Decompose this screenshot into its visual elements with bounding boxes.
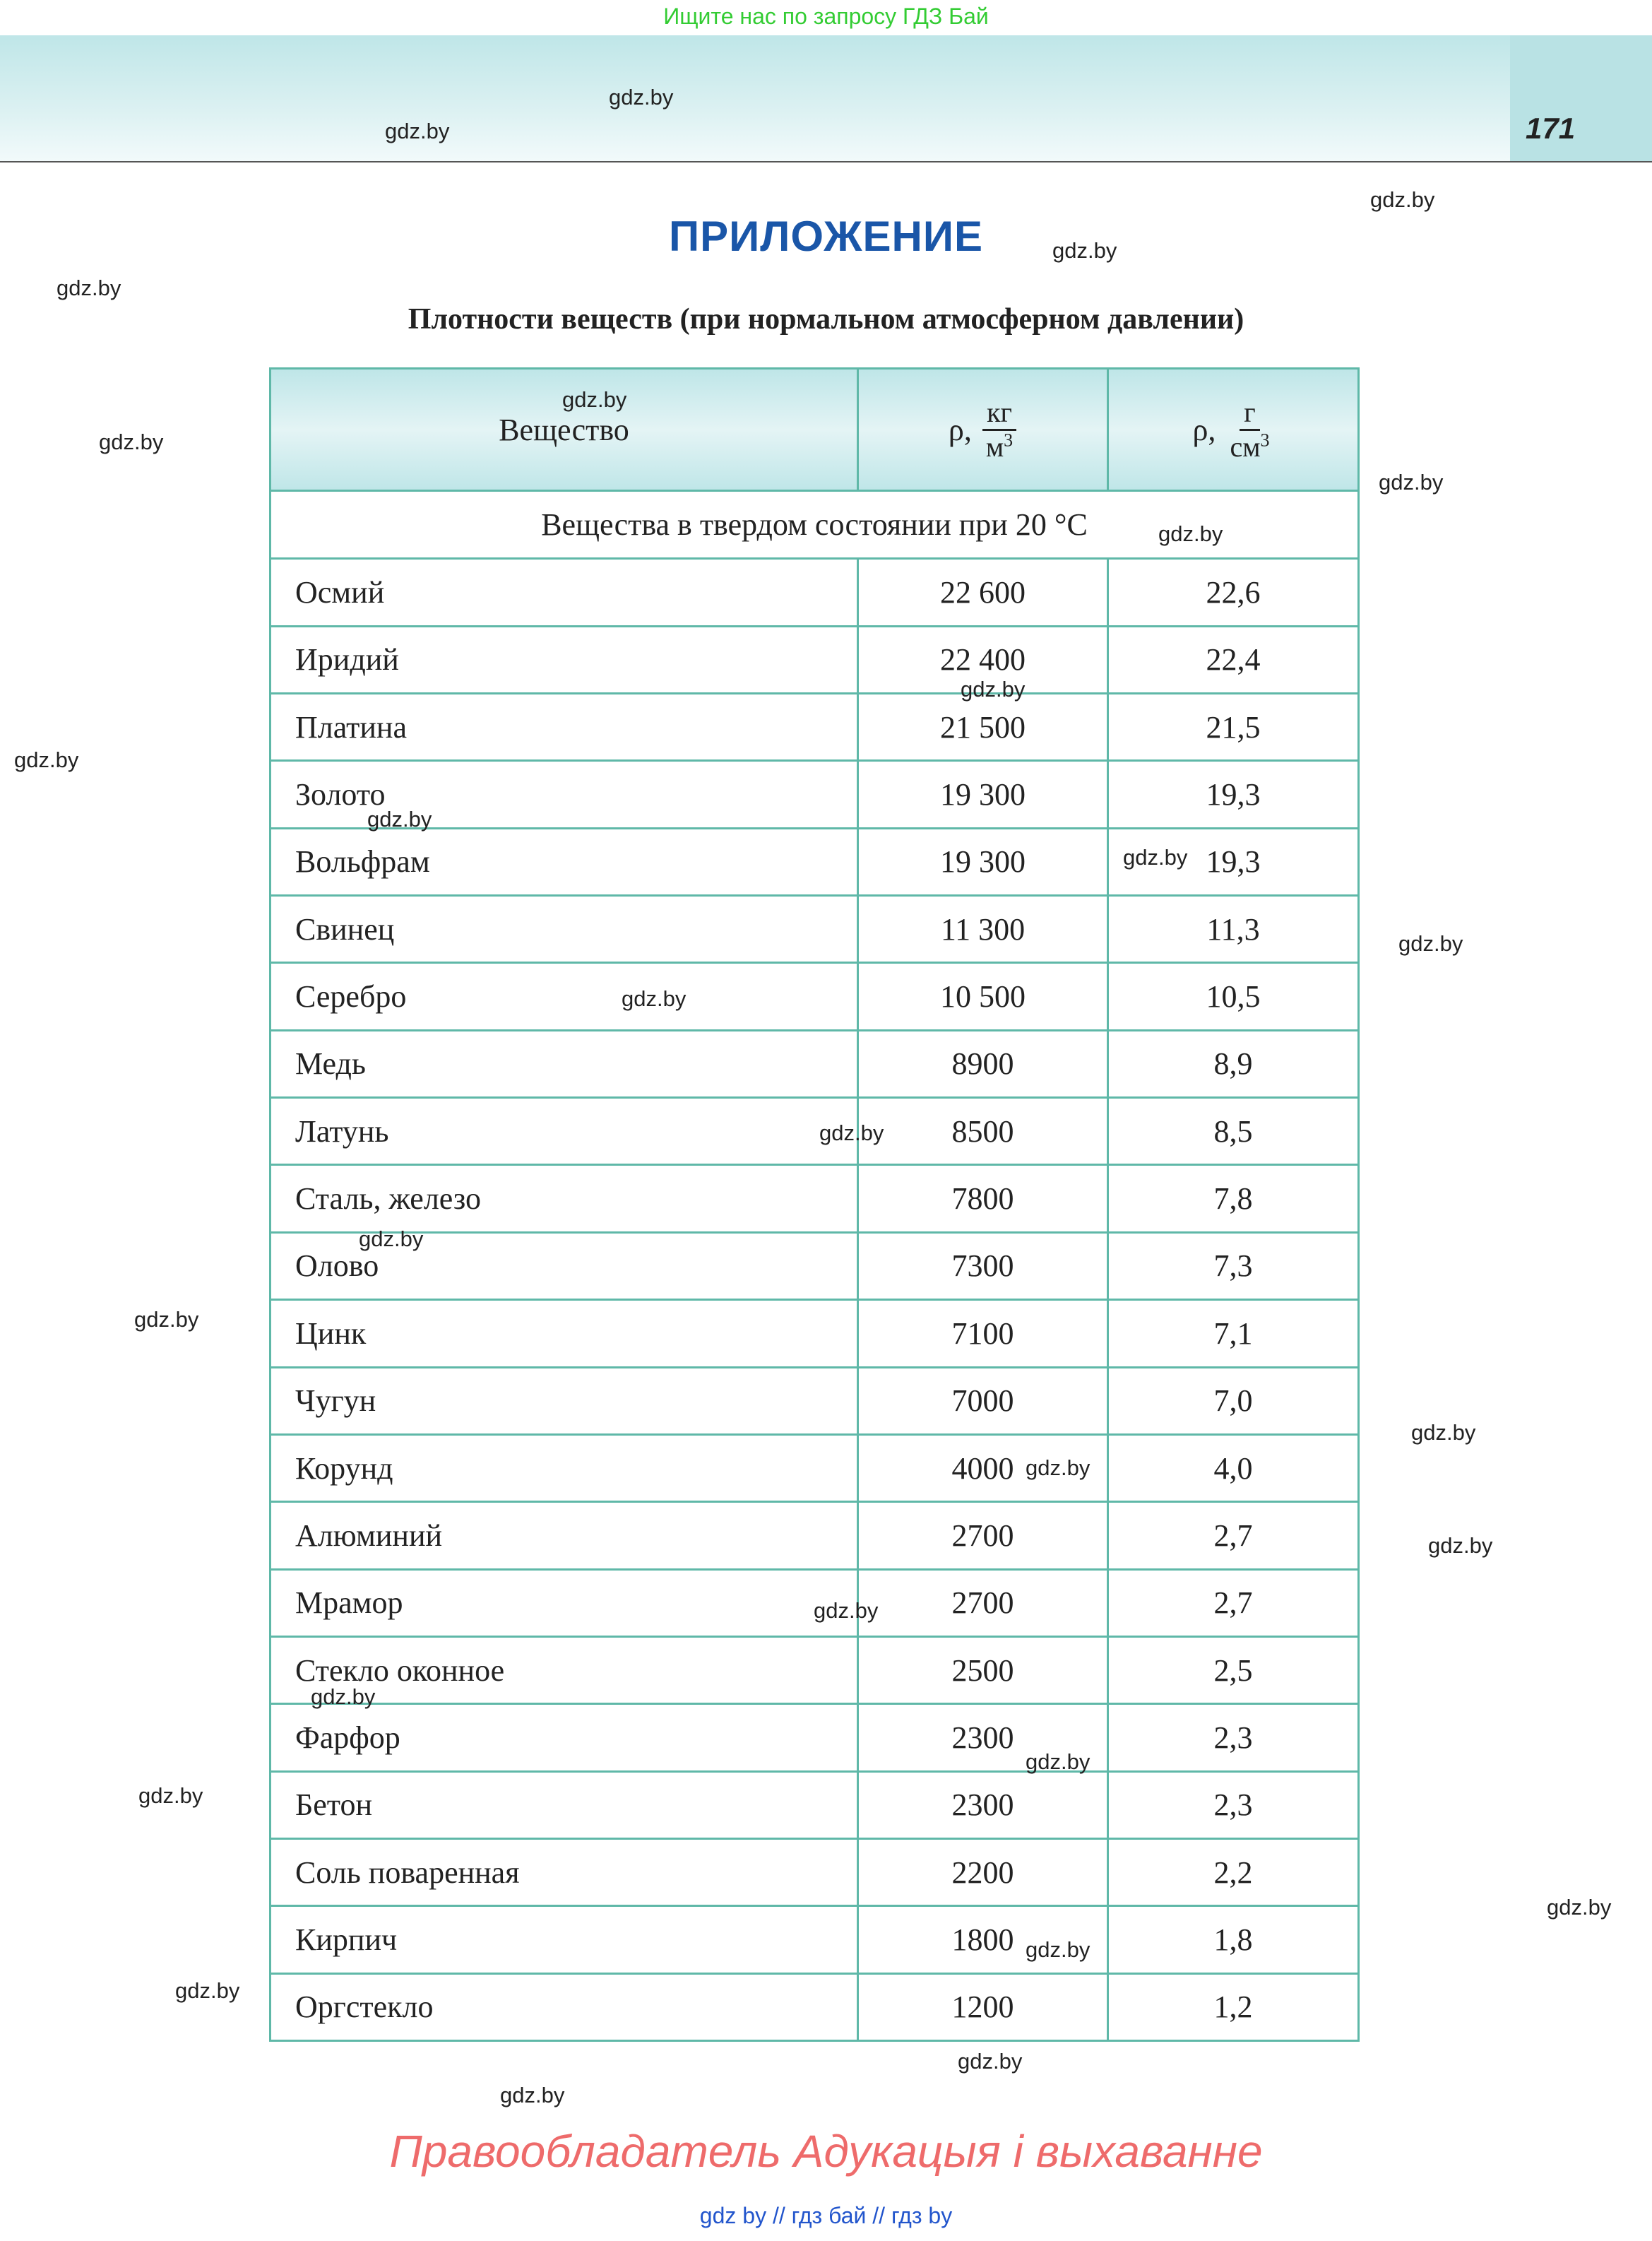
watermark: gdz.by <box>622 986 687 1011</box>
header-band <box>0 35 1510 162</box>
density-kg-m3: 7800 <box>858 1165 1108 1232</box>
density-g-cm3: 8,9 <box>1108 1030 1359 1097</box>
density-kg-m3: 19 300 <box>858 761 1108 828</box>
density-g-cm3: 7,3 <box>1108 1232 1359 1299</box>
top-search-banner[interactable]: Ищите нас по запросу ГДЗ Бай <box>663 4 989 29</box>
bottom-links <box>0 2203 1652 2229</box>
substance-name: Медь <box>271 1030 858 1097</box>
density-kg-m3: 1200 <box>858 1973 1108 2040</box>
watermark: gdz.by <box>1123 845 1188 870</box>
rho-symbol: ρ, <box>1192 412 1216 447</box>
density-kg-m3: 4000 <box>858 1434 1108 1501</box>
density-kg-m3: 7300 <box>858 1232 1108 1299</box>
density-kg-m3: 2700 <box>858 1569 1108 1636</box>
unit-denominator: $м^3$ <box>985 430 1014 463</box>
substance-name: Серебро <box>271 963 858 1030</box>
table-row <box>271 559 1359 626</box>
table-header-row <box>271 369 1359 491</box>
unit-fraction-g-cm3 <box>1225 396 1273 463</box>
substance-name: Золото <box>271 761 858 828</box>
header-substance: Вещество <box>271 369 858 491</box>
density-kg-m3: 2500 <box>858 1636 1108 1703</box>
density-kg-m3: 10 500 <box>858 963 1108 1030</box>
watermark: gdz.by <box>138 1783 203 1808</box>
watermark: gdz.by <box>1052 238 1117 263</box>
table-row <box>271 828 1359 895</box>
unit-numerator: г <box>1240 396 1259 431</box>
density-kg-m3: 7000 <box>858 1367 1108 1434</box>
substance-name: Фарфор <box>271 1704 858 1771</box>
header-density-g-cm3 <box>1108 369 1359 491</box>
density-kg-m3: 8900 <box>858 1030 1108 1097</box>
substance-name: Корунд <box>271 1434 858 1501</box>
density-kg-m3: 19 300 <box>858 828 1108 895</box>
density-g-cm3: 22,4 <box>1108 626 1359 693</box>
watermark: gdz.by <box>134 1307 199 1332</box>
density-kg-m3: 2700 <box>858 1502 1108 1569</box>
density-g-cm3: 2,3 <box>1108 1771 1359 1838</box>
watermark: gdz.by <box>311 1684 376 1709</box>
density-kg-m3: 22 600 <box>858 559 1108 626</box>
density-kg-m3: 2300 <box>858 1704 1108 1771</box>
density-g-cm3: 7,1 <box>1108 1300 1359 1367</box>
bottom-link[interactable]: гдз by <box>891 2203 953 2228</box>
table-row <box>271 1771 1359 1838</box>
watermark: gdz.by <box>814 1598 879 1623</box>
density-kg-m3: 2200 <box>858 1838 1108 1905</box>
substance-name: Платина <box>271 694 858 761</box>
density-kg-m3: 21 500 <box>858 694 1108 761</box>
bottom-link[interactable]: gdz by <box>699 2203 767 2228</box>
watermark: gdz.by <box>1398 931 1463 956</box>
density-g-cm3: 2,7 <box>1108 1569 1359 1636</box>
watermark: gdz.by <box>99 430 164 454</box>
table-row <box>271 1906 1359 1973</box>
substance-name: Оргстекло <box>271 1973 858 2040</box>
watermark: gdz.by <box>175 1978 240 2003</box>
link-separator: // <box>772 2203 785 2228</box>
unit-denominator: $см^3$ <box>1230 430 1270 463</box>
density-kg-m3: 1800 <box>858 1906 1108 1973</box>
density-g-cm3: 2,2 <box>1108 1838 1359 1905</box>
density-g-cm3: 19,3 <box>1108 761 1359 828</box>
substance-name: Свинец <box>271 896 858 963</box>
table-row <box>271 1434 1359 1501</box>
substance-name: Мрамор <box>271 1569 858 1636</box>
substance-name: Алюминий <box>271 1502 858 1569</box>
density-kg-m3: 7100 <box>858 1300 1108 1367</box>
rho-symbol: ρ, <box>948 412 972 447</box>
density-g-cm3: 22,6 <box>1108 559 1359 626</box>
density-g-cm3: 11,3 <box>1108 896 1359 963</box>
page-number: 171 <box>1526 112 1576 145</box>
copyright-notice: Правообладатель Адукацыя і выхаванне <box>389 2126 1263 2177</box>
watermark: gdz.by <box>1370 187 1435 212</box>
unit-fraction-kg-m3 <box>982 396 1017 463</box>
density-table <box>269 367 1360 2042</box>
density-kg-m3: 11 300 <box>858 896 1108 963</box>
substance-name: Соль поваренная <box>271 1838 858 1905</box>
density-g-cm3: 10,5 <box>1108 963 1359 1030</box>
substance-name: Стекло оконное <box>271 1636 858 1703</box>
density-g-cm3: 1,2 <box>1108 1973 1359 2040</box>
table-row <box>271 1973 1359 2040</box>
density-g-cm3: 19,3 <box>1108 828 1359 895</box>
density-g-cm3: 21,5 <box>1108 694 1359 761</box>
section-title: ПРИЛОЖЕНИЕ <box>669 213 983 260</box>
density-g-cm3: 7,8 <box>1108 1165 1359 1232</box>
watermark: gdz.by <box>1026 1455 1091 1480</box>
group-title: Вещества в твердом состоянии при 20 °С <box>271 491 1359 559</box>
watermark: gdz.by <box>1547 1895 1612 1920</box>
table-row <box>271 1704 1359 1771</box>
table-row <box>271 1838 1359 1905</box>
substance-name: Иридий <box>271 626 858 693</box>
watermark: gdz.by <box>1026 1749 1091 1774</box>
table-row <box>271 1098 1359 1165</box>
header-density-kg-m3 <box>858 369 1108 491</box>
watermark: gdz.by <box>609 85 674 110</box>
density-g-cm3: 2,5 <box>1108 1636 1359 1703</box>
density-g-cm3: 2,7 <box>1108 1502 1359 1569</box>
watermark: gdz.by <box>1158 521 1223 546</box>
substance-name: Цинк <box>271 1300 858 1367</box>
link-separator: // <box>872 2203 886 2228</box>
substance-name: Олово <box>271 1232 858 1299</box>
table-subtitle: Плотности веществ (при нормальном атмосферном давлении) <box>408 303 1244 336</box>
table-row <box>271 963 1359 1030</box>
density-kg-m3: 2300 <box>858 1771 1108 1838</box>
table-row <box>271 1367 1359 1434</box>
density-kg-m3: 8500 <box>858 1098 1108 1165</box>
watermark: gdz.by <box>500 2083 565 2107</box>
substance-name: Сталь, железо <box>271 1165 858 1232</box>
unit-numerator: кг <box>982 396 1016 431</box>
bottom-link[interactable]: гдз бай <box>791 2203 867 2228</box>
substance-name: Вольфрам <box>271 828 858 895</box>
density-g-cm3: 7,0 <box>1108 1367 1359 1434</box>
substance-name: Кирпич <box>271 1906 858 1973</box>
substance-name: Латунь <box>271 1098 858 1165</box>
watermark: gdz.by <box>385 119 450 143</box>
substance-name: Бетон <box>271 1771 858 1838</box>
watermark: gdz.by <box>1379 470 1444 495</box>
density-g-cm3: 4,0 <box>1108 1434 1359 1501</box>
table-row <box>271 896 1359 963</box>
table-row <box>271 1300 1359 1367</box>
watermark: gdz.by <box>57 276 121 300</box>
table-row <box>271 1030 1359 1097</box>
density-g-cm3: 1,8 <box>1108 1906 1359 1973</box>
table-row <box>271 1232 1359 1299</box>
watermark: gdz.by <box>367 807 432 832</box>
watermark: gdz.by <box>359 1226 424 1251</box>
substance-name: Чугун <box>271 1367 858 1434</box>
watermark: gdz.by <box>958 2049 1023 2074</box>
watermark: gdz.by <box>1428 1533 1493 1558</box>
watermark: gdz.by <box>961 677 1026 702</box>
table-row <box>271 1502 1359 1569</box>
density-g-cm3: 8,5 <box>1108 1098 1359 1165</box>
watermark: gdz.by <box>1411 1420 1476 1445</box>
table-row <box>271 1636 1359 1703</box>
watermark: gdz.by <box>819 1120 884 1145</box>
density-g-cm3: 2,3 <box>1108 1704 1359 1771</box>
substance-name: Осмий <box>271 559 858 626</box>
table-row <box>271 1165 1359 1232</box>
watermark: gdz.by <box>562 387 627 412</box>
table-row <box>271 694 1359 761</box>
table-row <box>271 761 1359 828</box>
watermark: gdz.by <box>14 747 79 772</box>
density-kg-m3: 22 400 <box>858 626 1108 693</box>
table-row <box>271 626 1359 693</box>
watermark: gdz.by <box>1026 1937 1091 1962</box>
